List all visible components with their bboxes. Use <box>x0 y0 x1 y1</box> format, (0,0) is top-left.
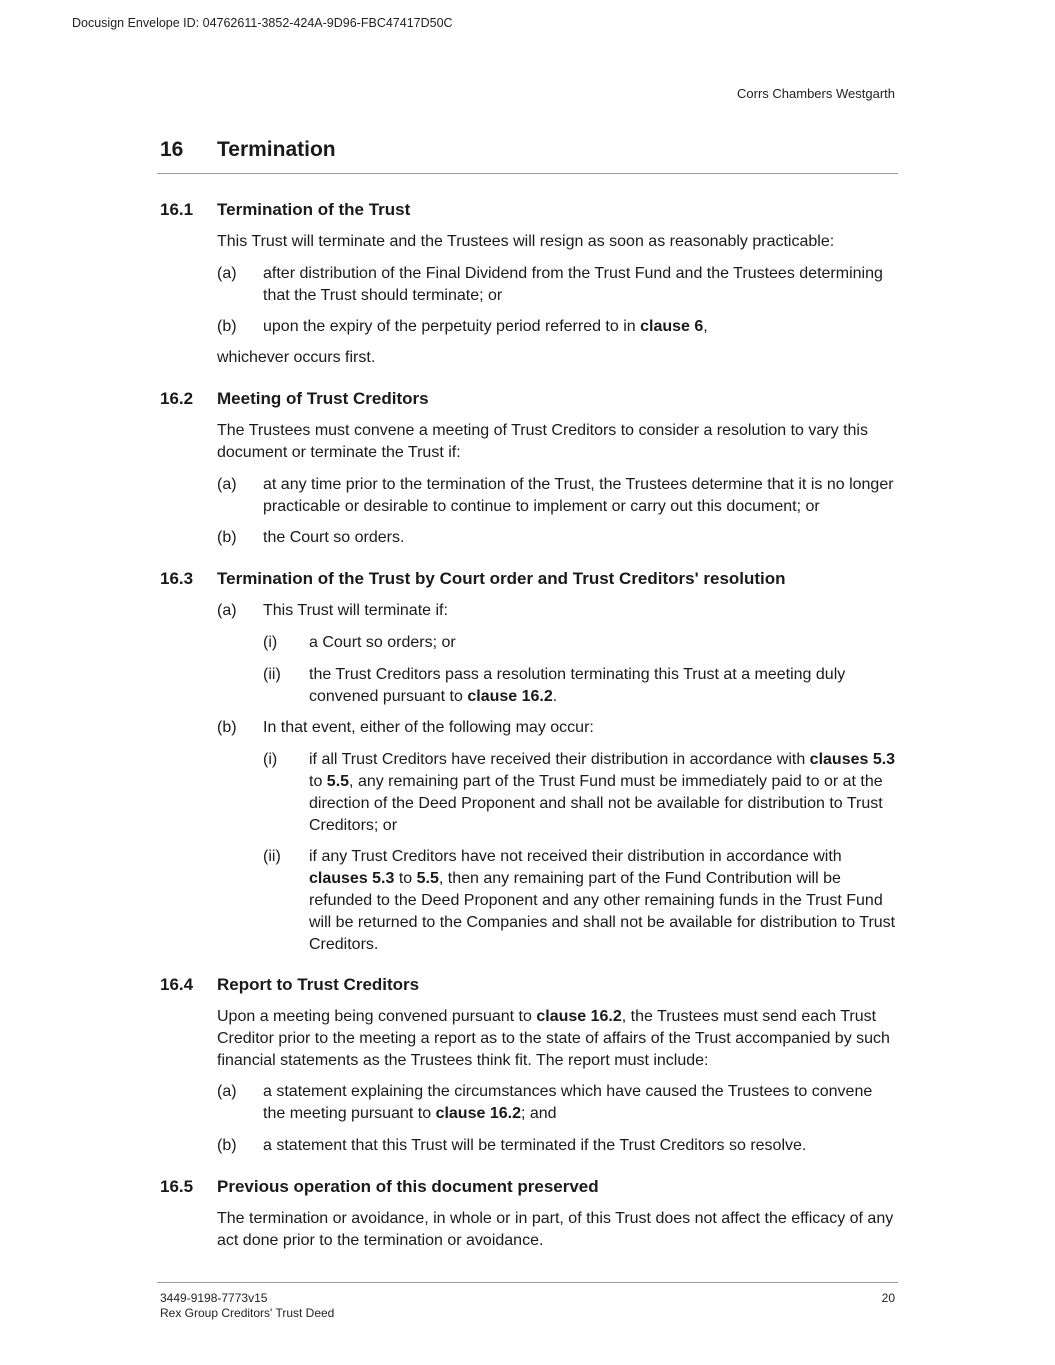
clause-ref: clause 16.2 <box>536 1008 622 1025</box>
clause-ref: clause 6 <box>640 318 704 335</box>
clause-ref: 5.5 <box>326 773 350 790</box>
clause-16-1-intro: This Trust will terminate and the Trustees will resign as soon as reasonably practicable: <box>217 233 835 250</box>
section-divider <box>157 173 898 174</box>
section-number: 16 <box>160 138 184 161</box>
clause-16-1-a: after distribution of the Final Dividend from the Trust Fund and the Trustees determining that the Trust should terminate; or <box>263 265 883 304</box>
clause-number: 16.4 <box>160 975 194 994</box>
firm-name: Corrs Chambers Westgarth <box>737 86 895 101</box>
clause-number: 16.2 <box>160 389 194 408</box>
clause-title: Termination of the Trust by Court order and Trust Creditors' resolution <box>217 569 786 588</box>
clause-title: Report to Trust Creditors <box>217 975 420 994</box>
clause-16-3-a: This Trust will terminate if: <box>263 602 448 619</box>
footer-divider <box>157 1282 898 1283</box>
item-label: (b) <box>217 529 237 546</box>
item-label: (b) <box>217 1137 237 1154</box>
clause-16-3-a-i: a Court so orders; or <box>309 634 456 651</box>
subitem-label: (i) <box>263 634 278 651</box>
clause-16-4-a: a statement explaining the circumstances which have caused the Trustees to convene the meeting pursuant to clause 16.2; and <box>263 1083 873 1122</box>
clause-16-3-a-ii: the Trust Creditors pass a resolution terminating this Trust at a meeting duly convened pursuant to clause 16.2. <box>309 666 846 705</box>
item-label: (b) <box>217 719 237 736</box>
item-label: (a) <box>217 265 237 282</box>
clause-16-1-closing: whichever occurs first. <box>217 349 376 366</box>
clause-title: Meeting of Trust Creditors <box>217 389 429 408</box>
subitem-label: (ii) <box>263 848 281 865</box>
item-label: (a) <box>217 476 237 493</box>
clause-ref: clause 16.2 <box>467 688 553 705</box>
clause-16-2-b: the Court so orders. <box>263 529 405 546</box>
page-number: 20 <box>881 1291 895 1305</box>
footer-doc-id: 3449-9198-7773v15 <box>160 1291 268 1305</box>
clause-ref: clauses 5.3 <box>809 751 896 768</box>
clause-ref: clauses 5.3 <box>309 870 395 887</box>
item-label: (b) <box>217 318 237 335</box>
item-label: (a) <box>217 602 237 619</box>
envelope-id: Docusign Envelope ID: 04762611-3852-424A-9D96-FBC47417D50C <box>72 16 453 30</box>
section-title: Termination <box>217 138 336 161</box>
clause-16-2-a: at any time prior to the termination of the Trust, the Trustees determine that it is no longer practicable or desirable to continue to implement or carry out this document; or <box>263 476 894 515</box>
clause-16-3-b-i: if all Trust Creditors have received their distribution in accordance with clauses 5.3 to 5.5, any remaining part of the Trust Fund must be immediately paid to or at the direction of the Deed Proponent and shall not be available for distribution to Trust Creditors; or <box>309 751 896 834</box>
clause-ref: 5.5 <box>416 870 439 887</box>
clause-number: 16.5 <box>160 1177 194 1196</box>
clause-16-5-text: The termination or avoidance, in whole or in part, of this Trust does not affect the efficacy of any act done prior to the termination or avoidance. <box>217 1210 894 1249</box>
clause-title: Previous operation of this document preserved <box>217 1177 599 1196</box>
clause-ref: clause 16.2 <box>435 1105 521 1122</box>
clause-16-3-b-ii: if any Trust Creditors have not received their distribution in accordance with clauses 5.3 to 5.5, then any remaining part of the Fund Contribution will be refunded to the Deed Proponent and any other remaining funds in the Trust Fund will be returned to the Companies and shall not be available for distribution to Trust Creditors. <box>309 848 896 953</box>
subitem-label: (i) <box>263 751 278 768</box>
clause-16-3-b: In that event, either of the following may occur: <box>263 719 594 736</box>
clause-number: 16.1 <box>160 200 194 219</box>
footer-doc-title: Rex Group Creditors' Trust Deed <box>160 1306 335 1320</box>
clause-title: Termination of the Trust <box>217 200 411 219</box>
clause-16-4-b: a statement that this Trust will be terminated if the Trust Creditors so resolve. <box>263 1137 807 1154</box>
clause-16-2-intro: The Trustees must convene a meeting of Trust Creditors to consider a resolution to vary this document or terminate the Trust if: <box>217 422 868 461</box>
item-label: (a) <box>217 1083 237 1100</box>
clause-number: 16.3 <box>160 569 194 588</box>
subitem-label: (ii) <box>263 666 281 683</box>
clause-16-4-intro: Upon a meeting being convened pursuant to clause 16.2, the Trustees must send each Trust Creditor prior to the meeting a report as to the state of affairs of the Trust accompanied by such financial statements as the Trustees think fit. The report must include: <box>217 1008 890 1069</box>
clause-16-1-b: upon the expiry of the perpetuity period referred to in clause 6, <box>263 318 708 335</box>
